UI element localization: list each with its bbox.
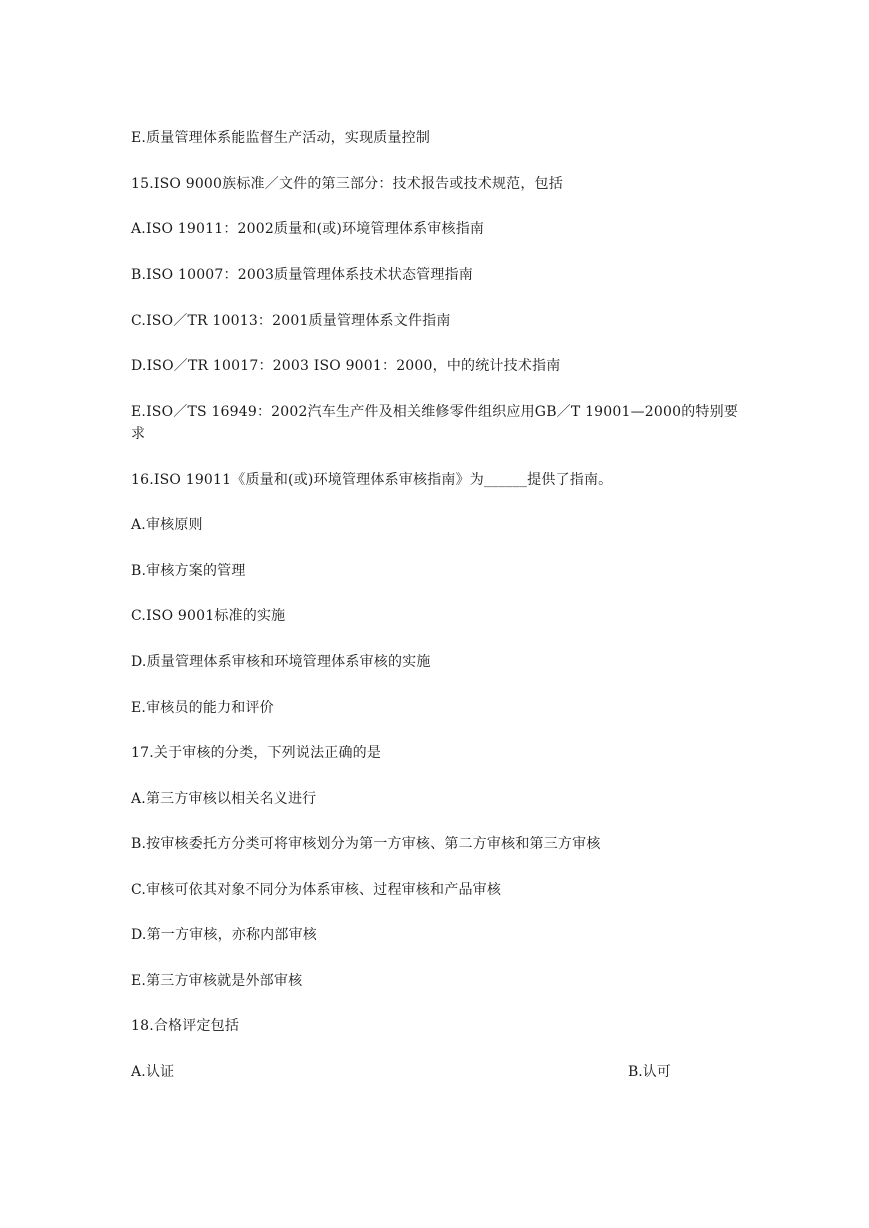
- q17-option-e: E.第三方审核就是外部审核: [131, 973, 303, 989]
- q16-question: 16.ISO 19011《质量和(或)环境管理体系审核指南》为______提供了指南。: [131, 472, 613, 488]
- q18-option-a: A.认证: [131, 1064, 175, 1080]
- q17-question: 17.关于审核的分类，下列说法正确的是: [131, 745, 382, 761]
- q17-option-c: C.审核可依其对象不同分为体系审核、过程审核和产品审核: [131, 882, 502, 898]
- q15-option-a: A.ISO 19011：2002质量和(或)环境管理体系审核指南: [131, 221, 485, 237]
- q14-option-e: E.质量管理体系能监督生产活动，实现质量控制: [131, 130, 431, 146]
- q16-option-c: C.ISO 9001标准的实施: [131, 608, 286, 624]
- q16-option-d: D.质量管理体系审核和环境管理体系审核的实施: [131, 654, 431, 670]
- q16-option-a: A.审核原则: [131, 517, 203, 533]
- q15-option-b: B.ISO 10007：2003质量管理体系技术状态管理指南: [131, 267, 473, 283]
- q15-option-d: D.ISO／TR 10017：2003 ISO 9001：2000，中的统计技术指南: [131, 358, 561, 374]
- q15-question: 15.ISO 9000族标准／文件的第三部分：技术报告或技术规范，包括: [131, 176, 563, 192]
- q16-option-e: E.审核员的能力和评价: [131, 700, 274, 716]
- q17-option-a: A.第三方审核以相关名义进行: [131, 791, 317, 807]
- q16-option-b: B.审核方案的管理: [131, 563, 246, 579]
- q18-question: 18.合格评定包括: [131, 1018, 240, 1034]
- q15-option-c: C.ISO／TR 10013：2001质量管理体系文件指南: [131, 313, 451, 329]
- q15-option-e: E.ISO／TS 16949：2002汽车生产件及相关维修零件组织应用GB／T 19001—2000的特别要求: [131, 404, 739, 442]
- q18-option-b: B.认可: [628, 1064, 671, 1080]
- q17-option-d: D.第一方审核，亦称内部审核: [131, 927, 317, 943]
- q17-option-b: B.按审核委托方分类可将审核划分为第一方审核、第二方审核和第三方审核: [131, 836, 601, 852]
